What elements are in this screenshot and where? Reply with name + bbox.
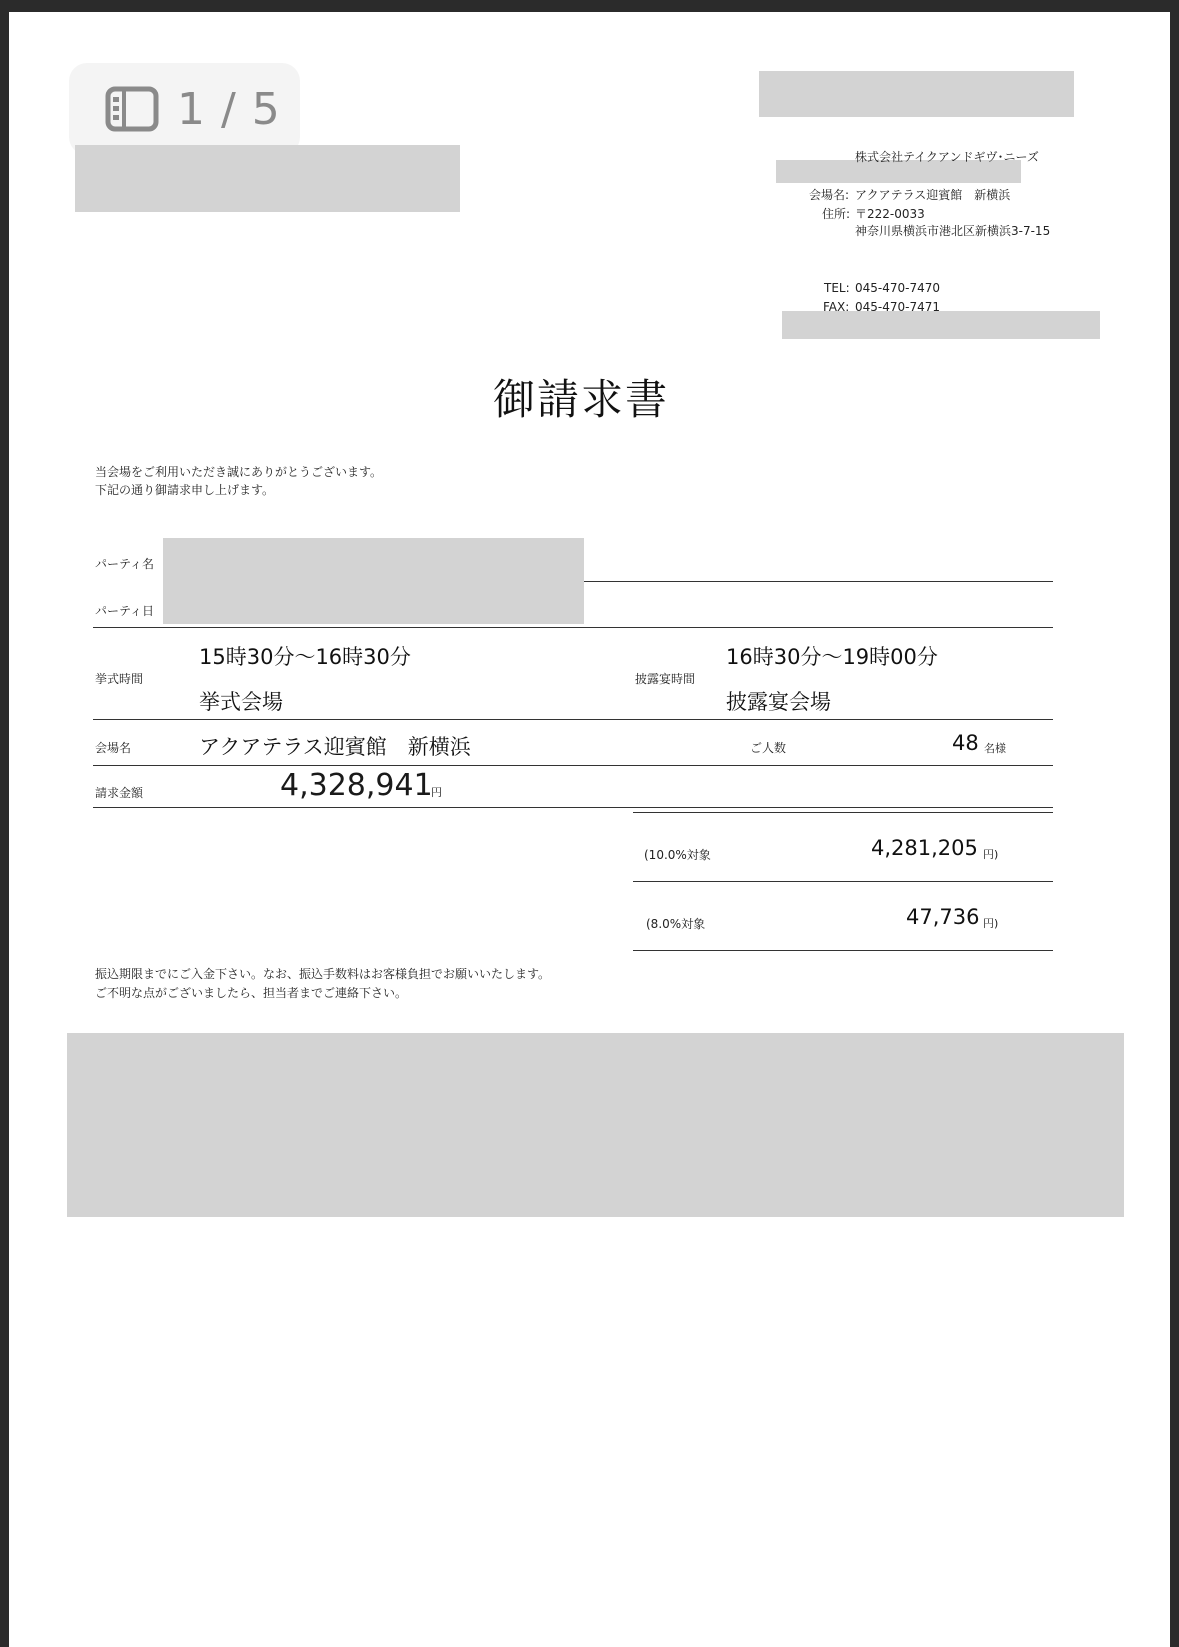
company-tel-label: TEL: <box>824 281 850 295</box>
row-divider <box>93 719 1053 720</box>
ceremony-time-label: 挙式時間 <box>95 672 144 686</box>
row-divider <box>584 581 1053 582</box>
guests-unit: 名様 <box>984 742 1006 755</box>
reception-time-label: 披露宴時間 <box>635 672 696 686</box>
company-venue-label: 会場名: <box>809 188 850 202</box>
company-fax-label: FAX: <box>823 300 850 314</box>
invoice-amount: 4,328,941 <box>280 768 433 803</box>
venue-name: アクアテラス迎賓館 新横浜 <box>199 735 471 759</box>
company-name: 株式会社テイクアンドギヴ･ニーズ <box>855 150 1039 164</box>
row-divider <box>93 765 1053 766</box>
page-count: 1 / 5 <box>177 83 281 135</box>
guests-label: ご人数 <box>750 741 787 755</box>
document-title: 御請求書 <box>493 375 670 424</box>
tax-bottom-line <box>633 950 1053 951</box>
redacted-recipient <box>75 145 460 212</box>
tax8-unit: 円) <box>983 917 999 930</box>
tax8-label: (8.0%対象 <box>646 917 706 931</box>
document-page <box>9 12 1170 1647</box>
amount-unit: 円 <box>431 786 442 799</box>
footer-line-1: 振込期限までにご入金下さい。なお、振込手数料はお客様負担でお願いいたします。 <box>95 967 551 981</box>
party-name-label: パーティ名 <box>95 557 155 571</box>
company-venue: アクアテラス迎賓館 新横浜 <box>855 188 1011 202</box>
sidebar-thumbnails-icon[interactable] <box>105 86 159 132</box>
company-address: 神奈川県横浜市港北区新横浜3-7-15 <box>855 224 1051 238</box>
party-date-label: パーティ日 <box>95 604 155 618</box>
amount-label: 請求金額 <box>95 786 144 800</box>
company-fax: 045-470-7471 <box>855 300 941 314</box>
row-divider <box>93 807 1053 808</box>
tax-top-line <box>633 812 1053 813</box>
redacted-bank-info <box>67 1033 1124 1217</box>
page-indicator[interactable] <box>69 63 300 155</box>
guests-count: 48 <box>952 731 979 755</box>
tax-divider <box>633 881 1053 882</box>
intro-line-2: 下記の通り御請求申し上げます。 <box>95 483 275 497</box>
reception-time: 16時30分～19時00分 <box>726 645 938 669</box>
footer-line-2: ご不明な点がございましたら、担当者までご連絡下さい。 <box>95 986 408 1000</box>
company-tel: 045-470-7470 <box>855 281 941 295</box>
row-divider <box>93 627 1053 628</box>
venue-label: 会場名 <box>95 741 132 755</box>
company-address-label: 住所: <box>822 207 851 221</box>
tax8-amount: 47,736 <box>906 905 980 929</box>
redacted-header-block <box>759 71 1074 117</box>
reception-place: 披露宴会場 <box>726 690 831 714</box>
tax10-amount: 4,281,205 <box>871 836 978 860</box>
ceremony-time: 15時30分～16時30分 <box>199 645 411 669</box>
redacted-party-info <box>163 538 584 624</box>
tax10-label: (10.0%対象 <box>644 848 711 862</box>
ceremony-place: 挙式会場 <box>199 690 283 714</box>
company-postal: 〒222-0033 <box>855 207 925 221</box>
tax10-unit: 円) <box>983 848 999 861</box>
intro-line-1: 当会場をご利用いただき誠にありがとうございます。 <box>95 465 383 479</box>
